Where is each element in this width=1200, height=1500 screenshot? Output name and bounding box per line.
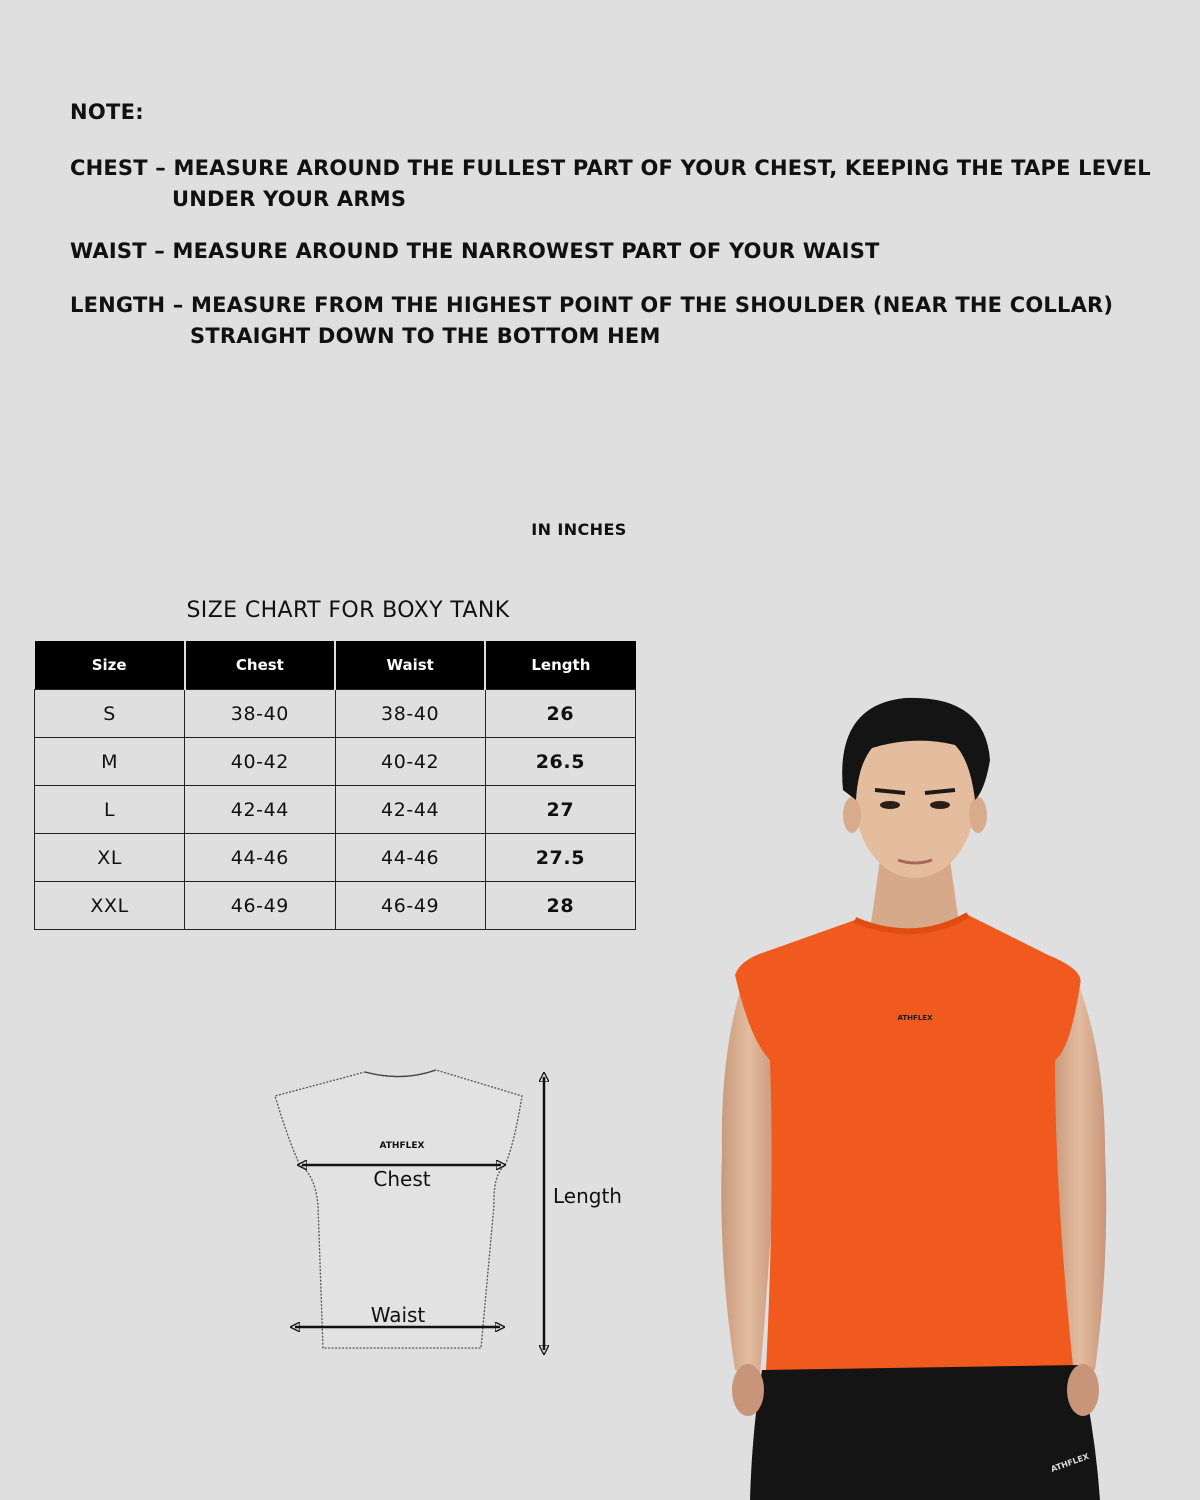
- note-term: CHEST: [70, 156, 148, 180]
- table-row: [35, 738, 636, 786]
- note-text-continued: UNDER YOUR ARMS: [172, 187, 407, 211]
- note-chest: [70, 153, 1180, 215]
- header-waist: Waist: [335, 641, 485, 690]
- shirt-brand: ATHFLEX: [897, 1014, 933, 1022]
- header-length: Length: [485, 641, 635, 690]
- cell-chest: 42-44: [185, 786, 335, 834]
- header-size: Size: [35, 641, 185, 690]
- cell-chest: 40-42: [185, 738, 335, 786]
- waist-label: Waist: [370, 1303, 426, 1327]
- cell-waist: 38-40: [335, 690, 485, 738]
- cell-size: XXL: [35, 882, 185, 930]
- cell-chest: 46-49: [185, 882, 335, 930]
- diagram-brand: ATHFLEX: [379, 1141, 425, 1151]
- cell-length: 28: [485, 882, 635, 930]
- model-photo: [690, 690, 1200, 1500]
- table-row: [35, 690, 636, 738]
- cell-chest: 44-46: [185, 834, 335, 882]
- note-term: WAIST: [70, 239, 147, 263]
- size-table: [34, 641, 636, 930]
- note-term: LENGTH: [70, 293, 166, 317]
- cell-length: 27: [485, 786, 635, 834]
- note-separator: –: [154, 239, 165, 263]
- note-text: MEASURE AROUND THE FULLEST PART OF YOUR CHEST, KEEPING THE TAPE LEVEL: [173, 156, 1151, 180]
- note-separator: –: [172, 293, 184, 317]
- note-text: MEASURE AROUND THE NARROWEST PART OF YOUR WAIST: [172, 239, 880, 263]
- cell-chest: 38-40: [185, 690, 335, 738]
- cell-waist: 46-49: [335, 882, 485, 930]
- cell-length: 26.5: [485, 738, 635, 786]
- cell-waist: 40-42: [335, 738, 485, 786]
- note-waist: [70, 236, 1180, 267]
- table-row: [35, 834, 636, 882]
- note-text: MEASURE FROM THE HIGHEST POINT OF THE SHOULDER (NEAR THE COLLAR): [191, 293, 1114, 317]
- cell-length: 27.5: [485, 834, 635, 882]
- tank-measurement-diagram: [240, 1060, 660, 1380]
- note-title: NOTE:: [70, 100, 144, 124]
- chest-label: Chest: [373, 1167, 431, 1191]
- cell-waist: 42-44: [335, 786, 485, 834]
- cell-waist: 44-46: [335, 834, 485, 882]
- shorts-brand: ATHFLEX: [1049, 1451, 1091, 1474]
- table-header-row: [35, 641, 636, 690]
- cell-size: M: [35, 738, 185, 786]
- black-shorts: [750, 1365, 1100, 1500]
- size-chart-title: SIZE CHART FOR BOXY TANK: [186, 598, 510, 623]
- length-label: Length: [553, 1184, 622, 1208]
- table-row: [35, 786, 636, 834]
- units-label: IN INCHES: [531, 520, 627, 539]
- note-separator: –: [155, 156, 166, 180]
- table-row: [35, 882, 636, 930]
- orange-tank-top: [735, 915, 1081, 1390]
- note-text-continued: STRAIGHT DOWN TO THE BOTTOM HEM: [190, 324, 661, 348]
- note-length: [70, 290, 1180, 352]
- cell-size: L: [35, 786, 185, 834]
- cell-length: 26: [485, 690, 635, 738]
- cell-size: XL: [35, 834, 185, 882]
- cell-size: S: [35, 690, 185, 738]
- header-chest: Chest: [185, 641, 335, 690]
